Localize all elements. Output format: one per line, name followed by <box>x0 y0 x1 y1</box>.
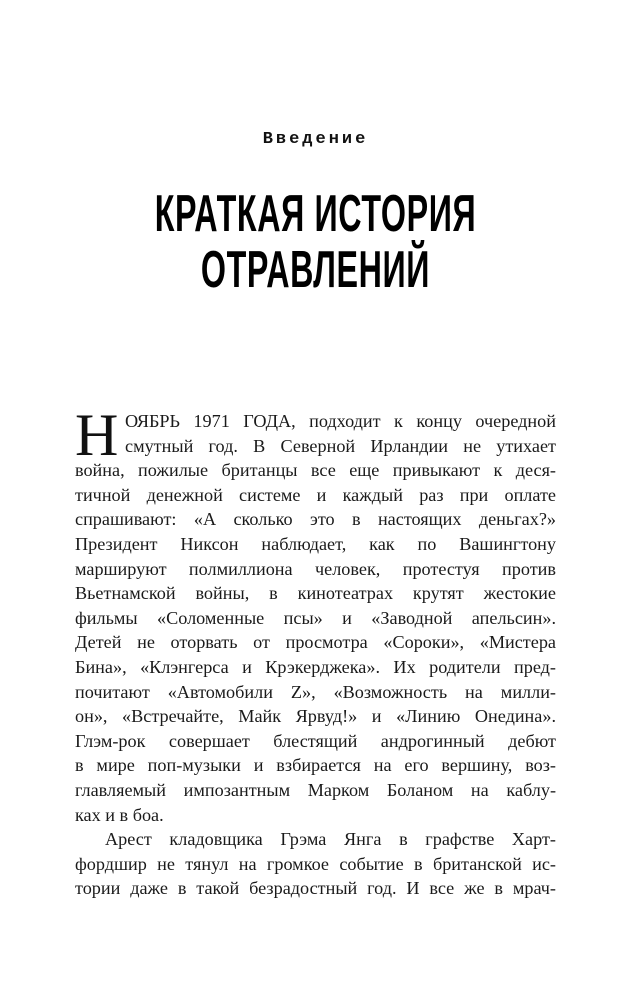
text-line: Президент Никсон наблюдает, как по Вашингтону <box>75 533 556 554</box>
text-line: Арест кладовщика Грэма Янга в графстве Харт- <box>105 829 556 850</box>
text-line: фордшир не тянул на громкое событие в британской ис- <box>75 853 556 874</box>
text-line: главляемый импозантным Марком Боланом на каблу- <box>75 779 556 800</box>
text-line: Детей не оторвать от просмотра «Сороки», «Мистера <box>75 632 556 653</box>
chapter-label: Введение <box>262 130 369 149</box>
text-line: ОЯБРЬ 1971 ГОДА, подходит к концу очередной <box>125 411 556 431</box>
text-line: в мире поп-музыки и взбирается на его вершину, воз- <box>75 755 556 776</box>
text-line: фильмы «Соломенные псы» и «Заводной апельсин». <box>75 607 556 628</box>
body-text <box>75 402 556 901</box>
text-line: тичной денежной системе и каждый раз при оплате <box>75 484 556 505</box>
text-line: Глэм-рок совершает блестящий андрогинный дебют <box>75 730 556 751</box>
text-line: смутный год. В Северной Ирландии не утихает <box>125 435 556 456</box>
text-line: спрашивают: «А сколько это в настоящих деньгах?» <box>75 509 556 530</box>
text-line: Вьетнамской войны, в кинотеатрах крутят жестокие <box>75 583 556 604</box>
chapter-title-line-2: ОТРАВЛЕНИЙ <box>200 241 431 299</box>
text-line: он», «Встречайте, Майк Ярвуд!» и «Линию Онедина». <box>75 706 556 727</box>
text-line: тории даже в такой безрадостный год. И все же в мрач- <box>75 878 556 899</box>
text-line: Бина», «Клэнгерса и Крэкерджека». Их родители пред- <box>75 656 556 677</box>
drop-cap: Н <box>75 402 119 468</box>
chapter-title <box>0 186 631 298</box>
text-line: ках и в боа. <box>75 804 164 825</box>
text-line: маршируют полмиллиона человек, протестуя против <box>75 558 556 579</box>
text-line: война, пожилые британцы все еще привыкают к деся- <box>75 460 556 481</box>
text-line: почитают «Автомобили Z», «Возможность на милли- <box>75 681 556 702</box>
chapter-title-line-1: КРАТКАЯ ИСТОРИЯ <box>154 185 477 243</box>
